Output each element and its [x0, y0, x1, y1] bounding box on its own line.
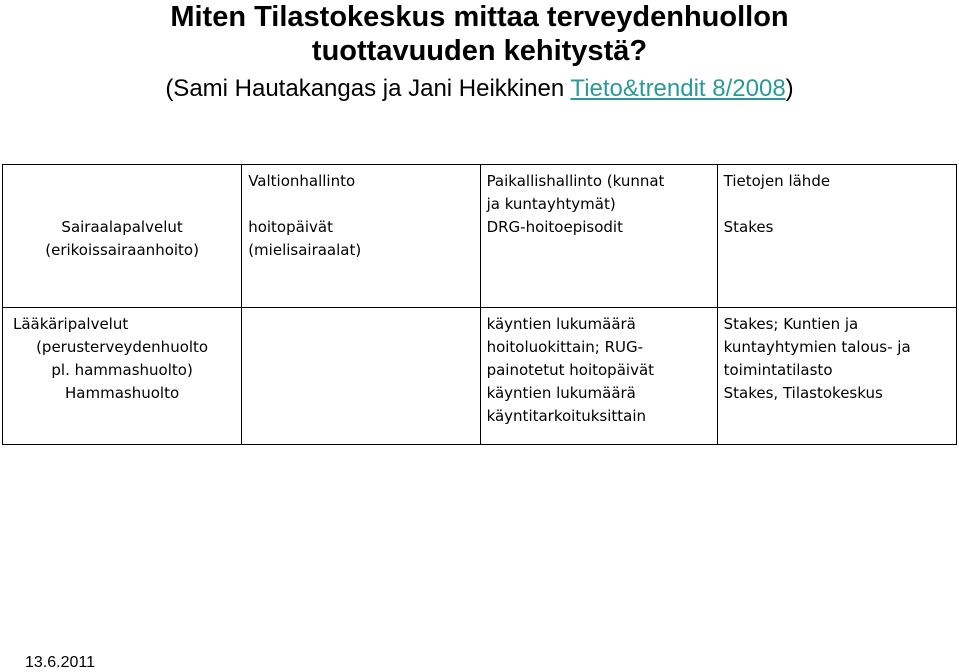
source-link[interactable]: Tieto&trendit 8/2008	[570, 75, 786, 102]
table-cell-local-admin	[480, 165, 717, 308]
cell-line: painotetut hoitopäivät	[486, 361, 655, 379]
cell-line: Stakes, Tilastokeskus	[723, 384, 883, 402]
slide-title-line2: tuottavuuden kehitystä?	[311, 35, 648, 67]
table-cell-service	[3, 165, 242, 308]
cell-line: hoitopäivät	[248, 218, 333, 236]
cell-line: (mielisairaalat)	[248, 241, 362, 259]
subtitle-authors: (Sami Hautakangas ja Jani Heikkinen	[165, 75, 571, 102]
cell-line: Stakes; Kuntien ja	[723, 315, 859, 333]
cell-line: toimintatilasto	[723, 361, 833, 379]
column-header: ja kuntayhtymät)	[486, 195, 616, 213]
subtitle-close-paren: )	[785, 75, 794, 102]
cell-line: kuntayhtymien talous- ja	[723, 338, 911, 356]
table-cell-source	[717, 308, 956, 445]
column-header: Valtionhallinto	[248, 172, 356, 190]
cell-line: Lääkäripalvelut	[13, 315, 129, 333]
cell-line: Sairaalapalvelut	[61, 218, 183, 236]
table-row	[3, 308, 957, 445]
table-cell-state-admin	[242, 165, 480, 308]
cell-line: käyntitarkoituksittain	[486, 407, 647, 425]
table-cell-source	[717, 165, 956, 308]
cell-line: käyntien lukumäärä	[486, 315, 636, 333]
column-header: Paikallishallinto (kunnat	[486, 172, 665, 190]
cell-line: käyntien lukumäärä	[486, 384, 636, 402]
measurement-table	[2, 164, 957, 445]
cell-line: Stakes	[723, 218, 774, 236]
footer-date: 13.6.2011	[25, 654, 95, 671]
table-cell-service	[3, 308, 242, 445]
cell-line: (perusterveydenhuolto	[36, 338, 209, 356]
table-cell-empty	[242, 308, 480, 445]
cell-line: hoitoluokittain; RUG-	[486, 338, 644, 356]
cell-line: pl. hammashuolto)	[51, 361, 193, 379]
slide-subtitle	[0, 74, 959, 104]
cell-line: (erikoissairaanhoito)	[45, 241, 199, 259]
slide-title-line1: Miten Tilastokeskus mittaa terveydenhuollon	[170, 1, 789, 33]
cell-line: Hammashuolto	[65, 384, 180, 402]
cell-line: DRG-hoitoepisodit	[486, 218, 623, 236]
column-header: Tietojen lähde	[723, 172, 831, 190]
table-cell-measures	[480, 308, 717, 445]
table-row	[3, 165, 957, 308]
